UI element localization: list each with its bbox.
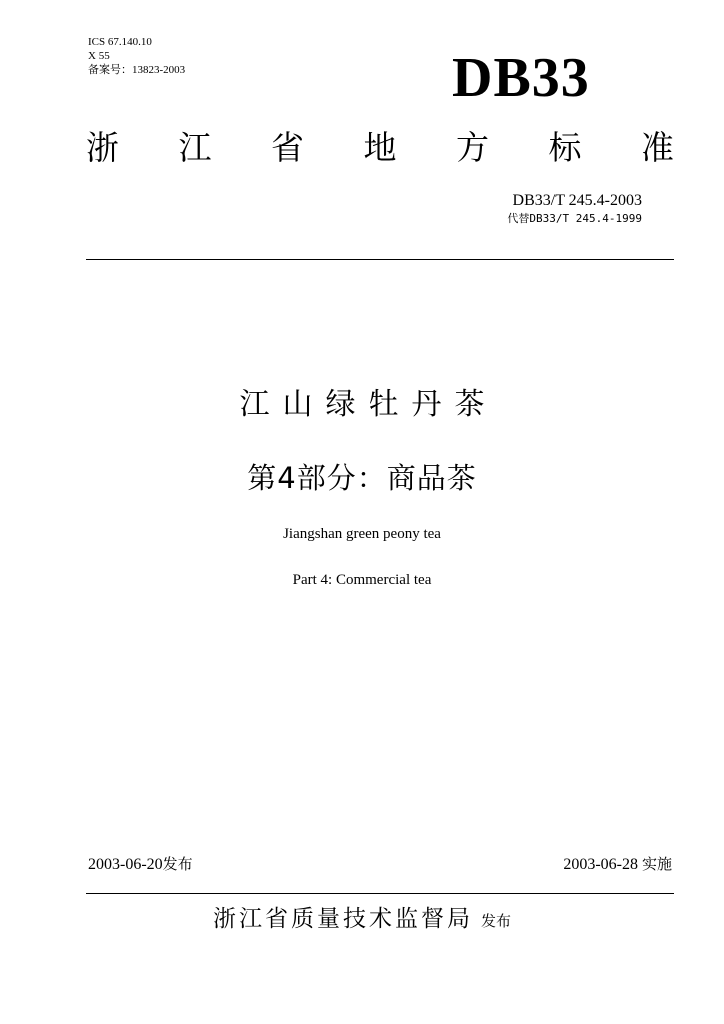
title-char: 准 (641, 128, 674, 167)
publisher-suffix: 发布 (480, 912, 511, 930)
bottom-divider (86, 893, 674, 894)
ics-code: ICS 67.140.10 (88, 36, 152, 48)
issue-date: 2003-06-20 (88, 856, 163, 873)
document-subtitle-english: Part 4: Commercial tea (292, 572, 432, 588)
standard-code-logo: DB33 (452, 47, 590, 109)
publisher-name: 浙江省质量技术监督局 (212, 906, 473, 932)
record-number: 备案号：13823-2003 (88, 64, 186, 76)
issue-label: 发布 (162, 855, 193, 873)
title-char: 标 (548, 128, 582, 167)
implement-date: 2003-06-28 (563, 856, 638, 873)
document-title-english: Jiangshan green peony tea (283, 526, 441, 542)
title-char: 方 (456, 128, 489, 167)
title-char: 地 (363, 128, 397, 167)
publisher-line (0, 904, 724, 936)
standard-type-title (86, 128, 674, 168)
implement-label: 实施 (641, 855, 672, 873)
title-char: 省 (271, 128, 304, 167)
top-divider (86, 259, 674, 260)
document-subtitle-chinese: 第4部分：商品茶 (247, 461, 477, 495)
standard-number: DB33/T 245.4-2003 (512, 192, 642, 209)
replaces-standard: 代替DB33/T 245.4-1999 (507, 212, 642, 225)
classification-code: X 55 (88, 50, 110, 62)
title-char: 浙 (86, 128, 119, 167)
issue-date-line (88, 853, 193, 876)
title-char: 江 (178, 128, 212, 167)
document-title-chinese: 江山绿牡丹茶 (239, 387, 498, 422)
implement-date-line (563, 853, 672, 876)
